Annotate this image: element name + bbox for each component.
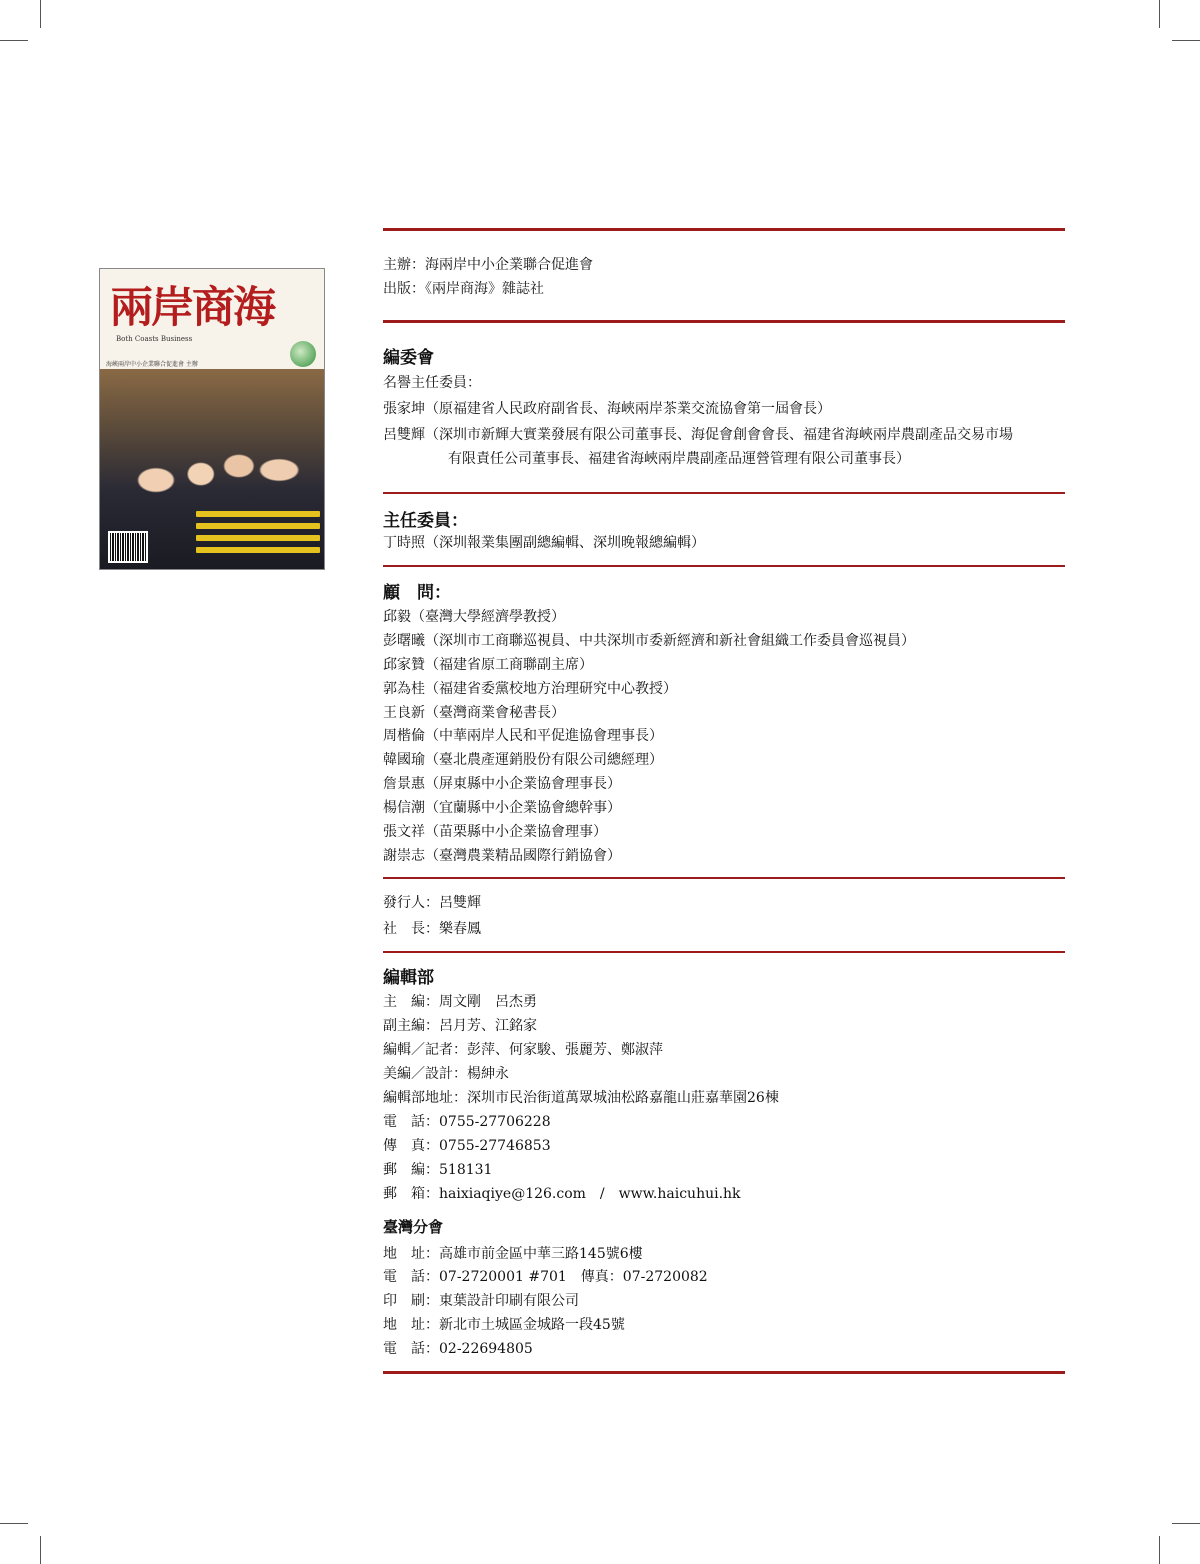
advisor-item: 韓國瑜（臺北農產運銷股份有限公司總經理）	[383, 752, 663, 768]
crop-mark	[1159, 0, 1160, 28]
taiwan-branch-heading: 臺灣分會	[383, 1218, 444, 1236]
advisor-item: 周楷倫（中華兩岸人民和平促進協會理事長）	[383, 728, 663, 744]
honorary-label: 名譽主任委員：	[383, 375, 481, 391]
editorial-dept-heading: 編輯部	[383, 968, 434, 988]
cover-headline-bar	[196, 523, 320, 529]
cover-masthead: 兩岸商海	[110, 283, 274, 333]
editorial-dept-line: 副主編：呂月芳、江銘家	[383, 1018, 537, 1034]
cover-english-title: Both Coasts Business	[116, 335, 193, 343]
editorial-dept-line: 編輯／記者：彭萍、何家駿、張麗芳、鄭淑萍	[383, 1042, 663, 1058]
crop-mark	[0, 40, 28, 41]
editorial-dept-line: 編輯部地址：深圳市民治街道萬眾城油松路嘉龍山莊嘉華園26棟	[383, 1090, 779, 1106]
crop-mark	[1159, 1536, 1160, 1564]
taiwan-branch-line: 印 刷：東葉設計印刷有限公司	[383, 1293, 579, 1309]
president-line: 社 長：樂春鳳	[383, 921, 481, 937]
section-rule	[383, 1371, 1065, 1374]
taiwan-branch-line: 地 址：新北市土城區金城路一段45號	[383, 1317, 625, 1333]
advisor-item: 楊信潮（宜蘭縣中小企業協會總幹事）	[383, 800, 621, 816]
taiwan-branch-line: 地 址：高雄市前金區中華三路145號6樓	[383, 1246, 643, 1262]
advisors-heading: 顧 問：	[383, 583, 451, 603]
crop-mark	[1172, 1523, 1200, 1524]
advisor-item: 詹景惠（屏東縣中小企業協會理事長）	[383, 776, 621, 792]
section-rule	[383, 951, 1065, 953]
cover-headline-bar	[196, 535, 320, 541]
cover-headline-bar	[196, 547, 320, 553]
issuer-line: 發行人：呂雙輝	[383, 895, 481, 911]
cover-barcode	[108, 531, 148, 563]
section-rule	[383, 565, 1065, 567]
cover-organizer-line: 海峽兩岸中小企業聯合促進會 主辦	[106, 361, 198, 368]
advisor-item: 王良新（臺灣商業會秘書長）	[383, 705, 565, 721]
honorary-member-continued: 有限責任公司董事長、福建省海峽兩岸農副產品運營管理有限公司董事長）	[448, 451, 910, 467]
editorial-dept-line: 主 編：周文剛 呂杰勇	[383, 994, 537, 1010]
taiwan-branch-line: 電 話：02-22694805	[383, 1341, 533, 1357]
advisor-item: 彭曙曦（深圳市工商聯巡視員、中共深圳市委新經濟和新社會組織工作委員會巡視員）	[383, 633, 915, 649]
editorial-dept-line: 電 話：0755-27706228	[383, 1114, 551, 1130]
publisher-line: 出版：《兩岸商海》雜誌社	[383, 281, 544, 297]
editorial-dept-line: 傳 真：0755-27746853	[383, 1138, 551, 1154]
editorial-dept-line: 郵 箱：haixiaqiye@126.com / www.haicuhui.hk	[383, 1186, 741, 1202]
cover-group-photo	[100, 369, 324, 570]
section-rule	[383, 877, 1065, 879]
chair-member: 丁時照（深圳報業集團副總編輯、深圳晚報總編輯）	[383, 535, 705, 551]
cover-headline-bar	[196, 511, 320, 517]
advisor-item: 邱家贊（福建省原工商聯副主席）	[383, 657, 593, 673]
editorial-dept-line: 美編／設計：楊紳永	[383, 1066, 509, 1082]
chair-heading: 主任委員：	[383, 511, 468, 531]
crop-mark	[1172, 40, 1200, 41]
advisor-item: 郭為桂（福建省委黨校地方治理研究中心教授）	[383, 681, 677, 697]
organizer-line: 主辦：海兩岸中小企業聯合促進會	[383, 257, 593, 273]
cover-issue-badge	[290, 341, 316, 367]
editorial-committee-heading: 編委會	[383, 348, 434, 368]
advisor-item: 謝崇志（臺灣農業精品國際行銷協會）	[383, 848, 621, 864]
advisor-item: 張文祥（苗栗縣中小企業協會理事）	[383, 824, 607, 840]
honorary-member: 張家坤（原福建省人民政府副省長、海峽兩岸茶業交流協會第一屆會長）	[383, 401, 831, 417]
crop-mark	[0, 1523, 28, 1524]
section-rule	[383, 228, 1065, 231]
advisor-item: 邱毅（臺灣大學經濟學教授）	[383, 609, 565, 625]
magazine-cover	[99, 268, 325, 570]
section-rule	[383, 492, 1065, 494]
honorary-member: 呂雙輝（深圳市新輝大實業發展有限公司董事長、海促會創會會長、福建省海峽兩岸農副產品交易市場	[383, 427, 1013, 443]
section-rule	[383, 320, 1065, 323]
crop-mark	[40, 0, 41, 28]
editorial-dept-line: 郵 編：518131	[383, 1162, 493, 1178]
crop-mark	[40, 1536, 41, 1564]
taiwan-branch-line: 電 話：07-2720001 #701 傳真：07-2720082	[383, 1269, 708, 1285]
